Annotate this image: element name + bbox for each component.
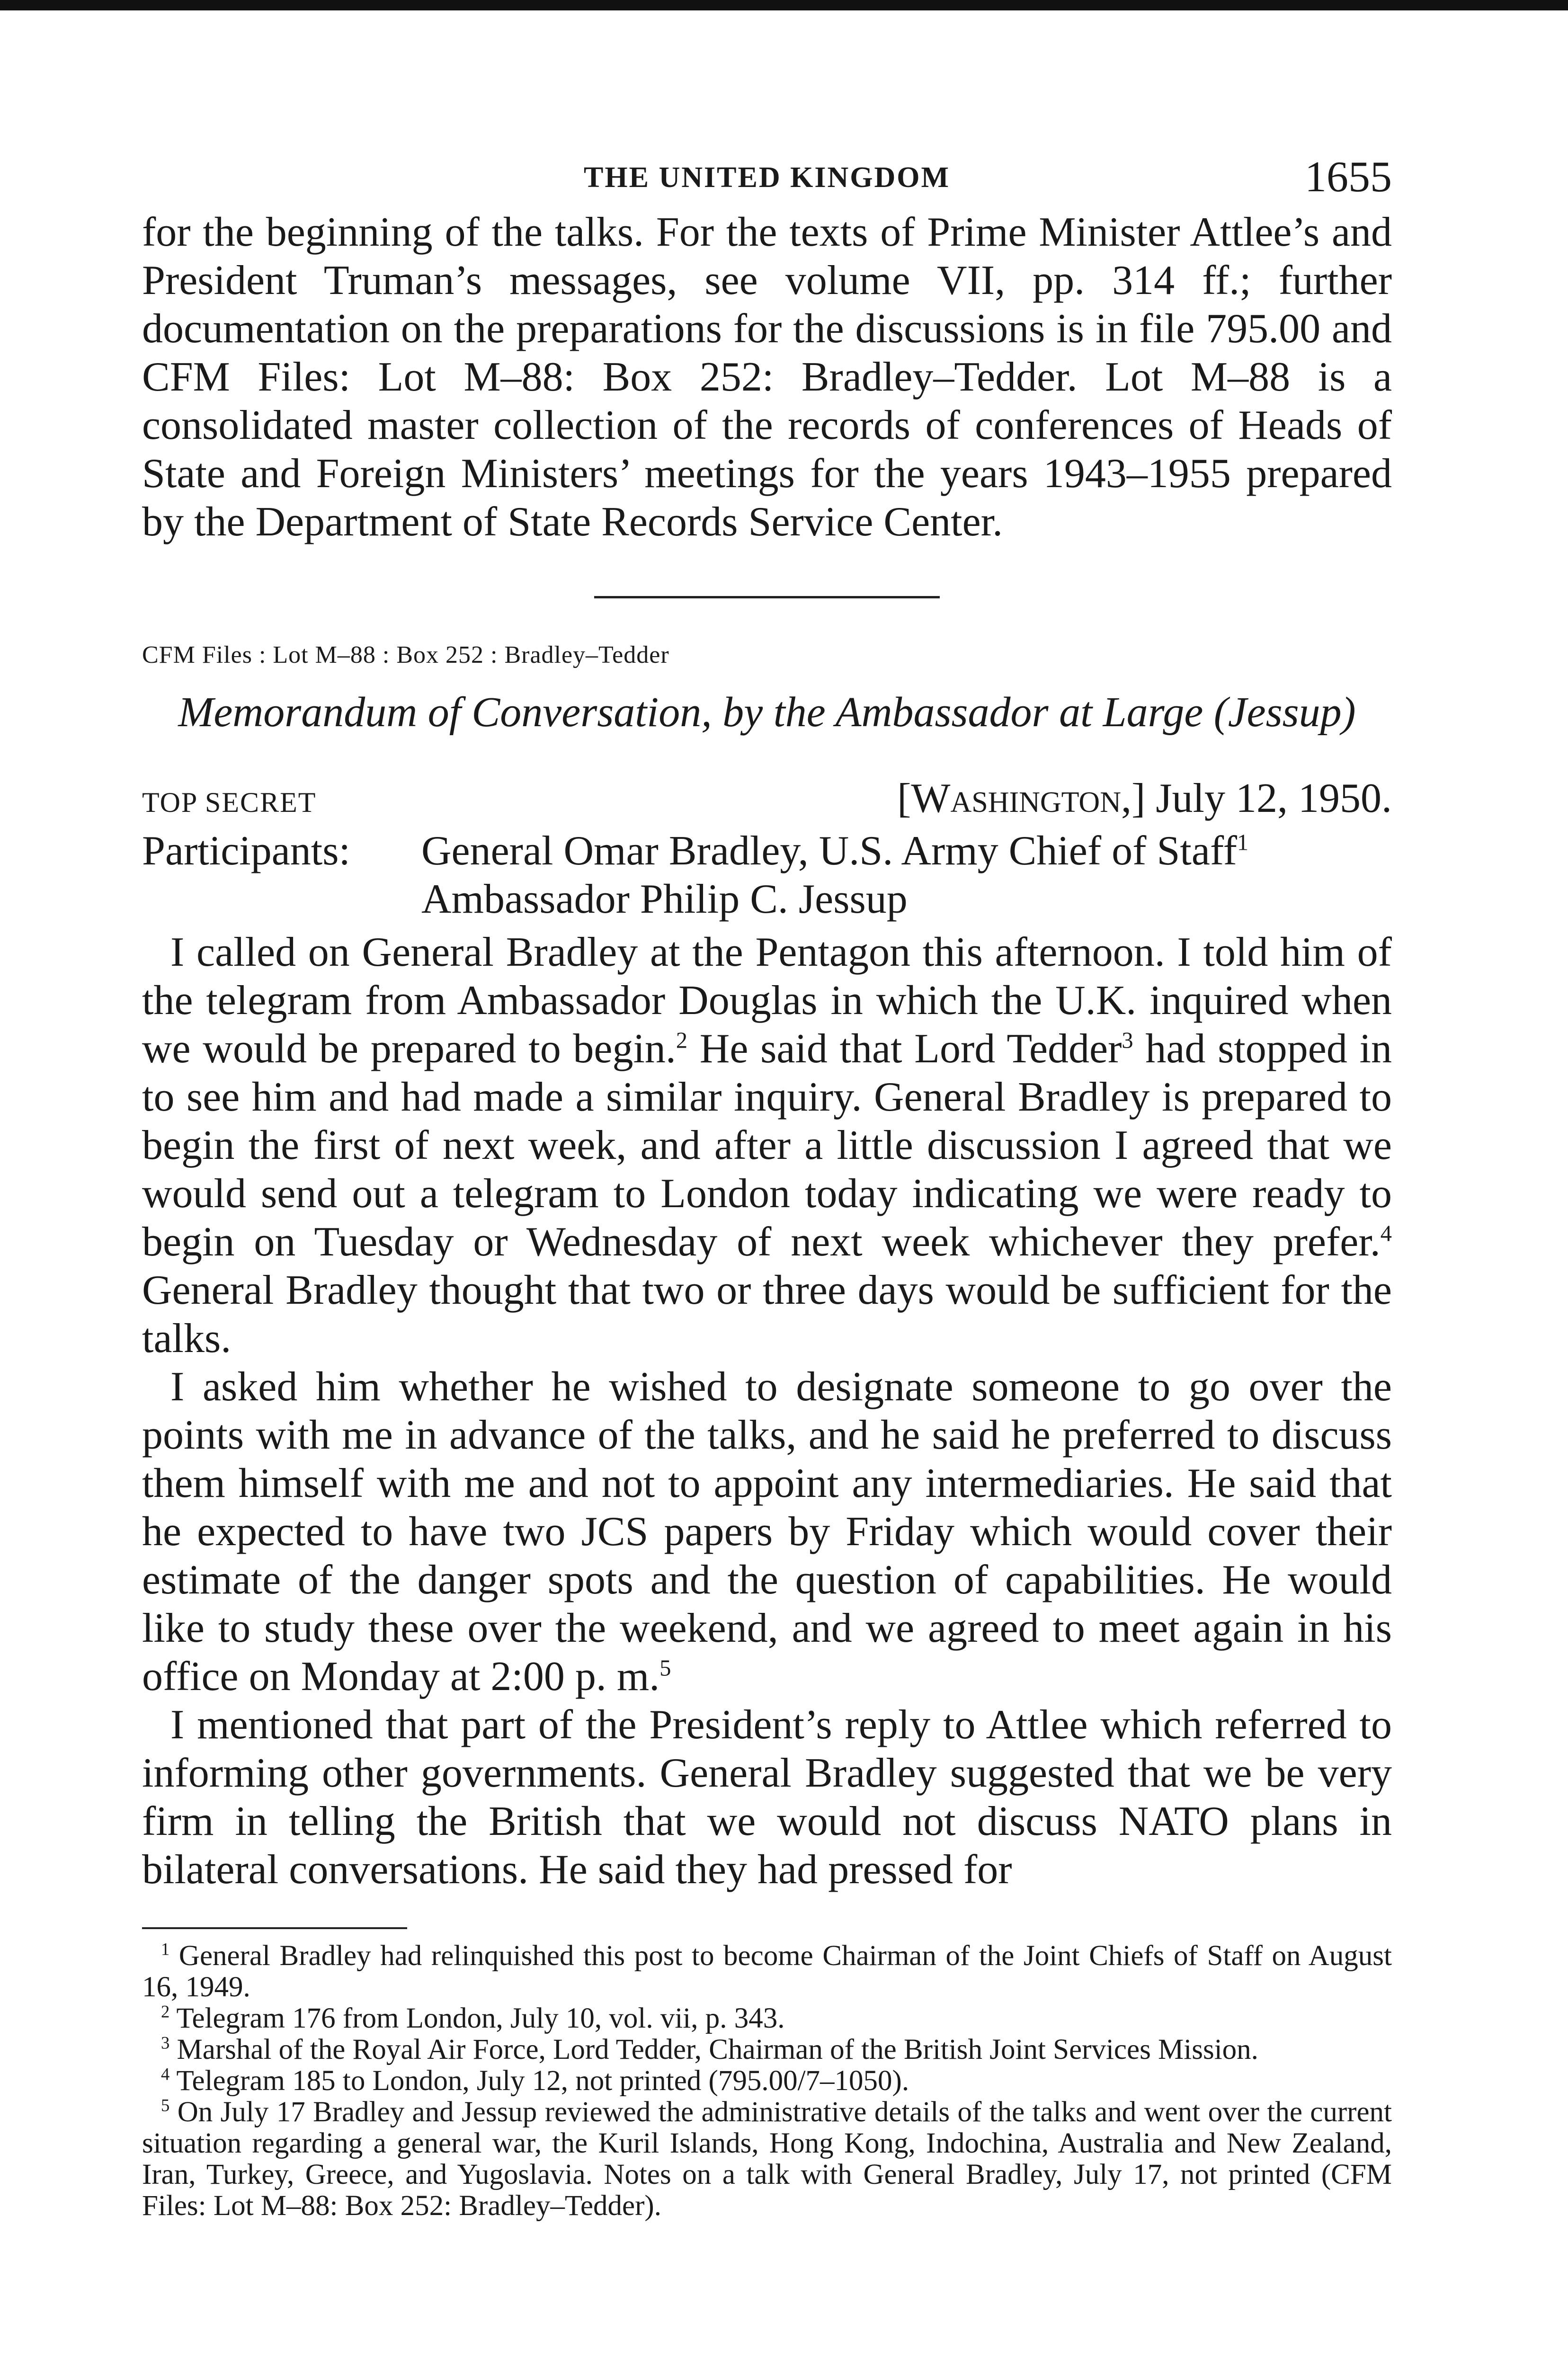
classification-row bbox=[142, 774, 1392, 822]
participant-jessup: Ambassador Philip C. Jessup bbox=[421, 876, 908, 922]
footnote-ref: 4 bbox=[1380, 1221, 1392, 1246]
footnote-text: Marshal of the Royal Air Force, Lord Tedder, Chairman of the British Joint Services Mission. bbox=[177, 2034, 1258, 2065]
running-header bbox=[142, 151, 1392, 208]
footnote-mark: 3 bbox=[161, 2033, 170, 2053]
document-page bbox=[142, 151, 1392, 2222]
dateline-place: [Washington,] bbox=[897, 775, 1146, 821]
footnote-ref: 3 bbox=[1122, 1028, 1133, 1053]
participant-bradley bbox=[421, 827, 1248, 875]
classification-label: TOP SECRET bbox=[142, 787, 317, 818]
text-run: He said that Lord Tedder bbox=[687, 1026, 1122, 1072]
footnote-text: On July 17 Bradley and Jessup reviewed the administrative details of the talks and went over the current situation regarding a general war, the Kuril Islands, Hong Kong, Indochina, Australia and New Zealand, Iran, Turkey, Greece, and Yugoslavia. Notes on a talk with General Bradley, July 17, not printed (CFM Files: Lot M–88: Box 252: Bradley–Tedder). bbox=[142, 2096, 1392, 2222]
dateline-date: July 12, 1950. bbox=[1156, 775, 1392, 821]
running-title: THE UNITED KINGDOM bbox=[584, 161, 950, 194]
page-number: 1655 bbox=[1305, 152, 1392, 201]
participants-label: Participants: bbox=[142, 828, 350, 874]
text-run: I asked him whether he wished to designate someone to go over the points with me in advance of the talks, and he said he preferred to discuss them himself with me and not to appoint any intermediaries. He said that he expected to have two JCS papers by Friday which would cover their estimate of the danger spots and the question of capabilities. He would like to study these over the weekend, and we agreed to meet again in his office on Monday at 2:00 p. m. bbox=[142, 1364, 1392, 1700]
footnote-5 bbox=[142, 2097, 1392, 2222]
footnote-text: Telegram 176 from London, July 10, vol. vii, p. 343. bbox=[176, 2002, 785, 2034]
footnote-rule bbox=[142, 1927, 407, 1929]
footnote-ref: 5 bbox=[659, 1655, 671, 1681]
footnote-mark: 4 bbox=[161, 2064, 170, 2084]
text-run: I called on General Bradley at the Pentagon this afternoon. I told him of the telegram from Ambassador Douglas in which the U.K. inquired when we would be prepared to begin. bbox=[142, 929, 1392, 1072]
body-paragraph-2 bbox=[142, 1363, 1392, 1701]
participants-list bbox=[421, 827, 1248, 924]
participants-block bbox=[142, 827, 1392, 924]
body-paragraph-1 bbox=[142, 928, 1392, 1363]
file-reference: CFM Files : Lot M–88 : Box 252 : Bradley–Tedder bbox=[142, 641, 669, 668]
footnote-mark: 2 bbox=[161, 2002, 170, 2021]
footnote-text: General Bradley had relinquished this post to become Chairman of the Joint Chiefs of Staff on August 16, 1949. bbox=[142, 1940, 1392, 2003]
intro-paragraph: for the beginning of the talks. For the texts of Prime Minister Attlee’s and President Truman’s messages, see volume VII, pp. 314 ff.; further documentation on the preparations for the discussions is in file 795.00 and CFM Files: Lot M–88: Box 252: Bradley–Tedder. Lot M–88 is a consolidated master collection of the records of conferences of Heads of State and Foreign Ministers’ meetings for the years 1943–1955 prepared by the Department of State Records Service Center. bbox=[142, 209, 1392, 545]
footnote-ref: 2 bbox=[676, 1028, 688, 1053]
section-separator bbox=[594, 596, 940, 598]
top-border-rule bbox=[0, 0, 1568, 10]
dateline bbox=[897, 774, 1392, 822]
text-run: General Bradley thought that two or three days would be sufficient for the talks. bbox=[142, 1267, 1392, 1361]
footnote-4 bbox=[142, 2065, 1392, 2097]
footnote-1 bbox=[142, 1940, 1392, 2003]
participant-name: General Omar Bradley, U.S. Army Chief of Staff bbox=[421, 828, 1237, 874]
footnote-text: Telegram 185 to London, July 12, not printed (795.00/7–1050). bbox=[176, 2065, 909, 2097]
footnote-2 bbox=[142, 2003, 1392, 2034]
document-title: Memorandum of Conversation, by the Ambassador at Large (Jessup) bbox=[178, 689, 1356, 736]
footnote-mark: 5 bbox=[161, 2095, 170, 2115]
text-run: had stopped in to see him and had made a similar inquiry. General Bradley is prepared to begin the first of next week, and after a little discussion I agreed that we would send out a telegram to London today indicating we were ready to begin on Tuesday or Wednesday of next week whichever they prefer. bbox=[142, 1026, 1392, 1265]
footnote-3 bbox=[142, 2034, 1392, 2065]
footnote-ref: 1 bbox=[1237, 830, 1249, 855]
footnote-mark: 1 bbox=[161, 1939, 170, 1959]
footnotes bbox=[142, 1940, 1392, 2222]
body-paragraph-3: I mentioned that part of the President’s reply to Attlee which referred to informing other governments. General Bradley suggested that we be very firm in telling the British that we would not discuss NATO plans in bilateral conversations. He said they had pressed for bbox=[142, 1702, 1392, 1893]
